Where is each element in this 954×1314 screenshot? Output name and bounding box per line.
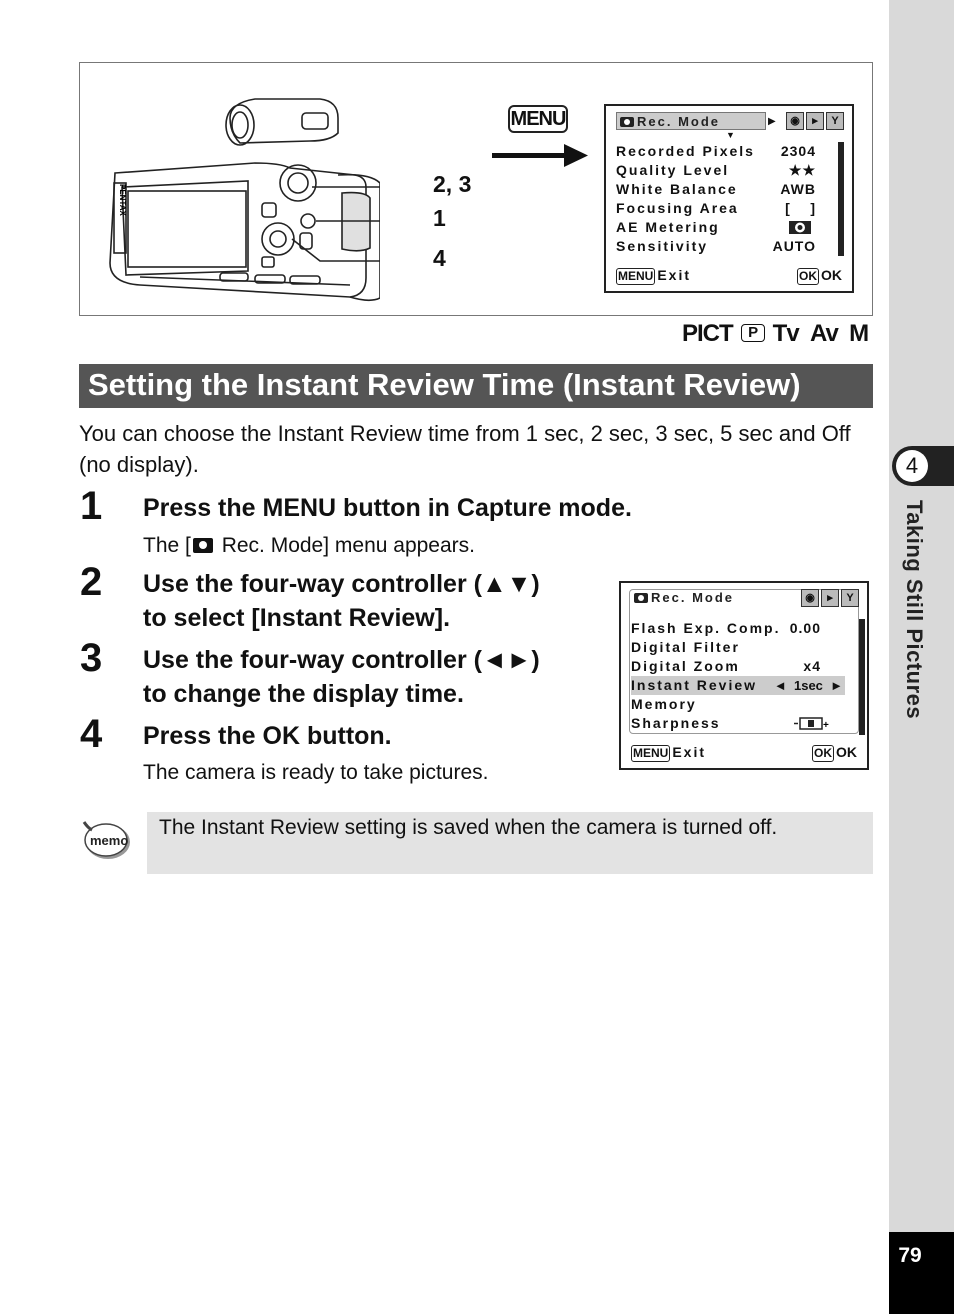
step-text: Press the MENU button in Capture mode. — [143, 494, 632, 522]
mode-tab-icons — [801, 589, 859, 609]
step-subtext: The camera is ready to take pictures. — [143, 761, 489, 784]
playback-tab-icon: ▸ — [806, 112, 824, 130]
menu-row: Sharpness + — [631, 715, 830, 731]
svg-text:+: + — [823, 720, 830, 730]
menu-row: AE Metering — [616, 218, 830, 237]
menu-row: White Balance AWB — [616, 181, 816, 197]
mode-tab-icons — [786, 112, 844, 132]
step-text: Use the four-way controller (▲▼) — [143, 570, 540, 598]
memo-box — [147, 812, 873, 874]
applicable-modes — [682, 320, 868, 348]
svg-text:memo: memo — [90, 833, 129, 848]
callout-steps-2-3: 2, 3 — [433, 171, 472, 197]
tab-arrow-icon: ▶ — [768, 116, 776, 127]
step-text: to change the display time. — [143, 680, 464, 708]
menu-key-icon: MENU — [633, 746, 669, 760]
menu-row: Focusing Area [ ] — [616, 200, 816, 216]
ok-key-icon: OK — [799, 269, 817, 283]
menu-list — [614, 140, 844, 258]
memo-text: The Instant Review setting is saved when the camera is turned off. — [159, 816, 778, 839]
program-mode-icon: P — [741, 324, 765, 342]
menu-row: Sensitivity AUTO — [616, 238, 816, 254]
menu-list — [629, 619, 859, 737]
screen-tab-bar — [616, 112, 844, 130]
setup-tab-icon: Y — [826, 112, 844, 130]
screen-footer: MENU Exit OK OK — [633, 744, 857, 760]
movie-tab-icon: ◉ — [801, 589, 819, 607]
menu-button-icon: MENU — [508, 105, 568, 133]
page-number: 79 — [889, 1232, 954, 1314]
step-text: Press the OK button. — [143, 722, 392, 750]
right-arrow-icon — [492, 141, 592, 171]
ok-key-icon: OK — [814, 746, 832, 760]
chapter-title: Taking Still Pictures — [902, 500, 927, 720]
metering-icon — [788, 220, 812, 235]
rec-mode-screen-2 — [619, 581, 869, 770]
step-subtext: The [ Rec. Mode] menu appears. — [143, 534, 475, 557]
step-number: 1 — [80, 484, 103, 528]
scrollbar — [838, 142, 844, 256]
chapter-number-badge: 4 — [892, 446, 954, 486]
pict-mode-icon: PICT — [682, 320, 733, 347]
step-number: 2 — [80, 560, 103, 604]
menu-row: Recorded Pixels 2304 — [616, 143, 816, 159]
section-title: Setting the Instant Review Time (Instant Review) — [79, 364, 873, 408]
rec-mode-screen-1 — [604, 104, 854, 293]
camera-icon — [193, 538, 213, 553]
sharpness-slider-icon — [793, 717, 831, 730]
intro-text: You can choose the Instant Review time from 1 sec, 2 sec, 3 sec, 5 sec and Off (no display). — [79, 421, 851, 477]
rec-mode-tab: Rec. Mode — [631, 589, 801, 607]
camera-icon — [634, 593, 648, 603]
av-mode-icon: Av — [810, 320, 838, 347]
step-number: 4 — [80, 712, 103, 756]
camera-illustration — [80, 63, 380, 315]
menu-row: Digital Zoom x4 — [631, 658, 821, 674]
menu-row: Memory — [631, 696, 697, 712]
menu-key-icon: MENU — [618, 269, 654, 283]
tv-mode-icon: Tv — [772, 320, 799, 347]
m-mode-icon: M — [849, 320, 869, 347]
callout-step-4: 4 — [433, 245, 446, 271]
playback-tab-icon: ▸ — [821, 589, 839, 607]
menu-row: Quality Level ★★ — [616, 162, 816, 178]
camera-icon — [620, 117, 634, 127]
down-arrow-icon: ▼ — [726, 130, 735, 140]
scrollbar — [859, 619, 865, 735]
menu-row: Flash Exp. Comp. 0.00 — [631, 620, 821, 636]
callout-step-1: 1 — [433, 205, 446, 231]
menu-row-selected: Instant Review ◄ 1sec ► — [631, 677, 843, 693]
movie-tab-icon: ◉ — [786, 112, 804, 130]
screen-footer: MENU Exit OK OK — [618, 267, 842, 283]
camera-logo: PENTAX — [118, 184, 127, 216]
memo-icon — [82, 818, 132, 862]
step-text: Use the four-way controller (◄►) — [143, 646, 540, 674]
setup-tab-icon: Y — [841, 589, 859, 607]
menu-row: Digital Filter — [631, 639, 740, 655]
step-text: to select [Instant Review]. — [143, 604, 451, 632]
step-number: 3 — [80, 636, 103, 680]
screen-tab-bar — [631, 589, 859, 607]
rec-mode-tab: Rec. Mode — [616, 112, 766, 130]
